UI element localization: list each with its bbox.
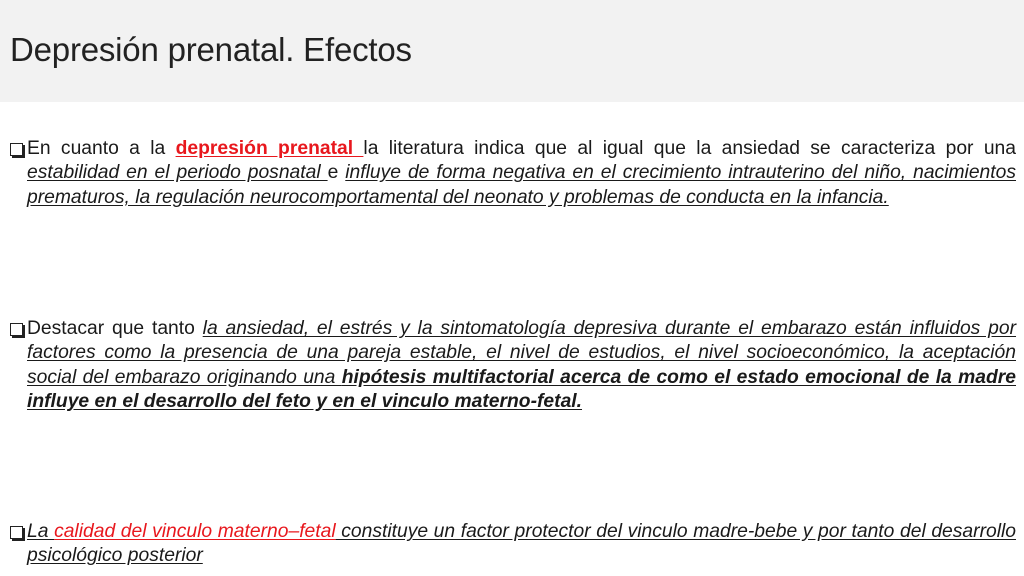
bullet-2-text: [27, 318, 1016, 412]
text-segment: e: [327, 162, 346, 184]
highlight-calidad-vinculo: calidad del vinculo materno–fetal: [54, 521, 336, 542]
emphasis-segment: constituye un factor protector del vinculo madre-bebe y por tanto del desarrollo psicológico posterior: [27, 521, 1016, 567]
checkbox-bullet-icon: [10, 526, 23, 539]
text-segment: la literatura indica que al igual que la ansiedad se caracteriza por una: [363, 138, 1016, 159]
title-bar: [0, 0, 1024, 102]
emphasis-segment: influye de forma negativa en el crecimiento intrauterino del niño, nacimientos prematuros, la regulación neurocomportamental del neonato y problemas de conducta en la infancia.: [27, 162, 1016, 208]
highlight-depresion-prenatal: depresión prenatal: [175, 138, 364, 159]
bullet-3-text: [27, 521, 1016, 566]
emphasis-segment: la ansiedad, el estrés y la sintomatología depresiva durante el embarazo están influidos por factores como la presencia de una pareja estable, el nivel de estudios, el nivel socioeconómico, la aceptación social del embarazo originando una: [27, 318, 1017, 388]
checkbox-bullet-icon: [10, 323, 23, 336]
text-segment: En cuanto a la: [27, 138, 176, 159]
emphasis-segment: estabilidad en el periodo posnatal: [27, 162, 328, 184]
bullet-1-text: [27, 138, 1016, 208]
emphasis-segment: La: [27, 521, 55, 542]
text-segment: Destacar que tanto: [27, 318, 203, 339]
checkbox-bullet-icon: [10, 143, 23, 156]
slide-title: Depresión prenatal. Efectos: [10, 31, 412, 68]
bullet-1: [10, 137, 1016, 210]
bullet-3: [10, 520, 1016, 569]
bullet-2: [10, 317, 1016, 414]
bold-hypothesis-segment: hipótesis multifactorial acerca de como el estado emocional de la madre influye en el desarrollo del feto y en el vinculo materno-fetal.: [27, 366, 1016, 412]
